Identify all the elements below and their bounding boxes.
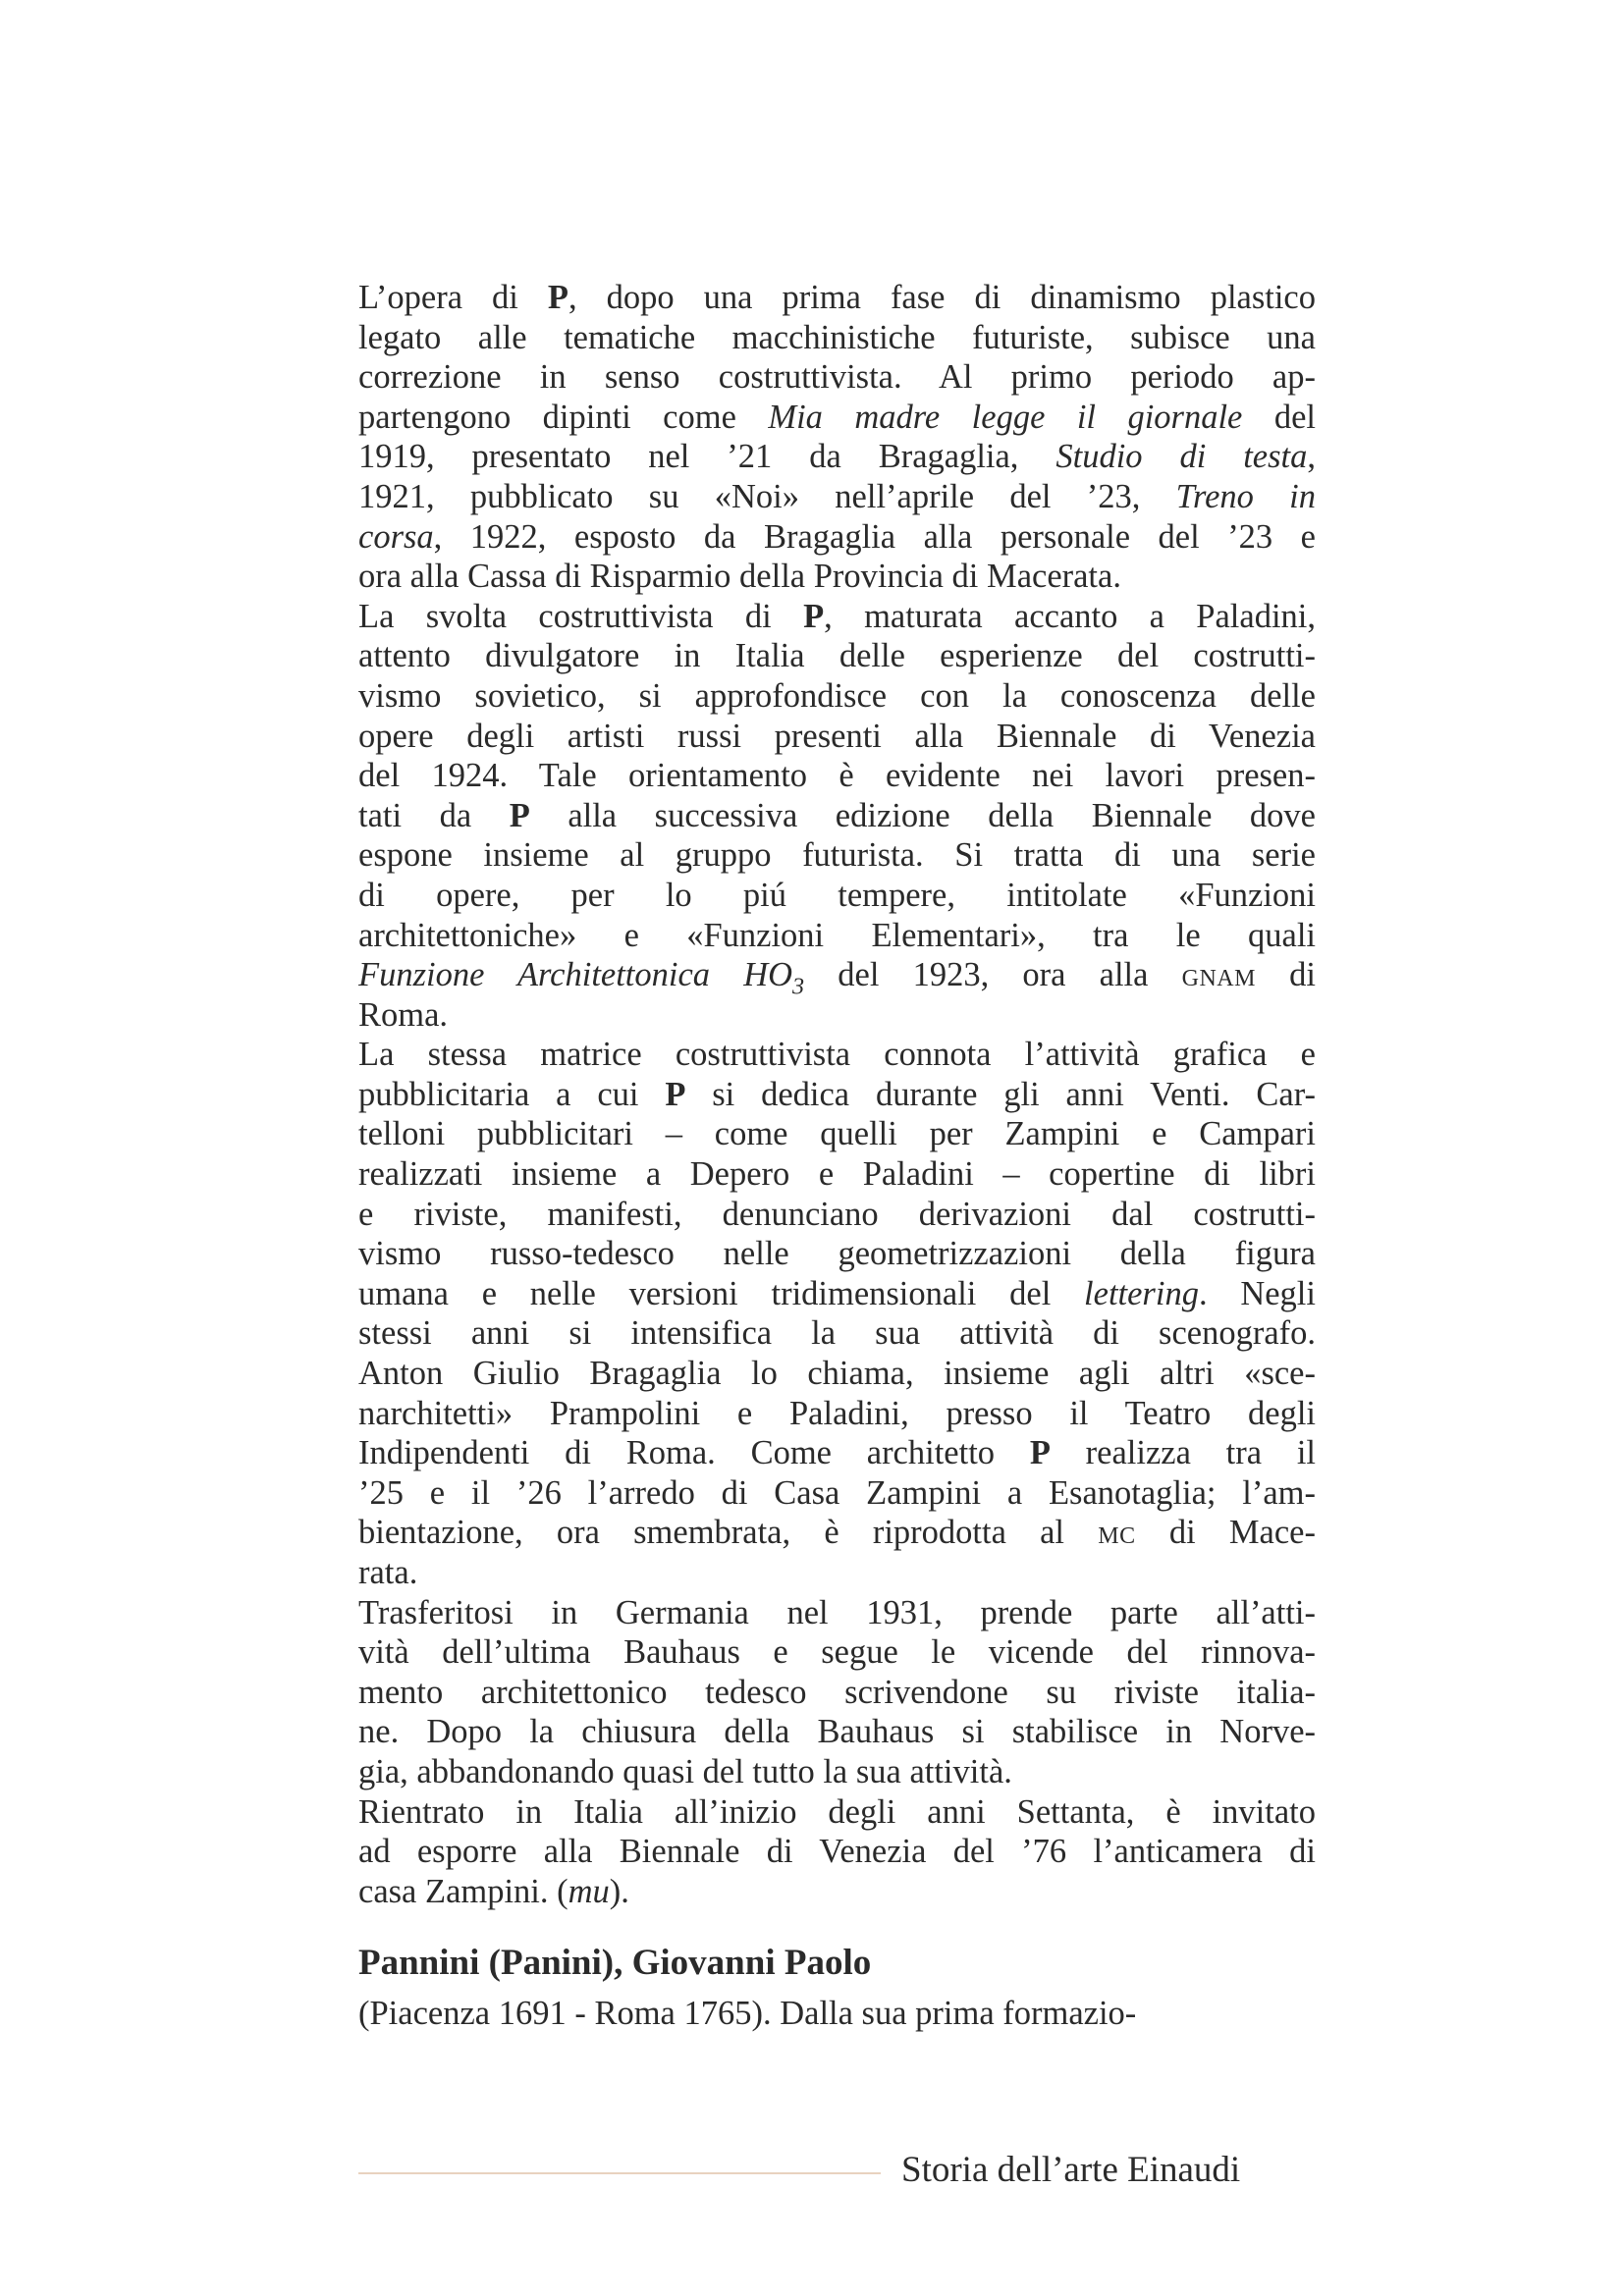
text-line: stessi anni si intensifica la sua attività di scenografo.	[358, 1314, 1316, 1353]
author-initial: P	[803, 597, 825, 635]
text-line: L’opera di P, dopo una prima fase di dinamismo plastico	[358, 279, 1316, 316]
text-line: espone insieme al gruppo futurista. Si tratta di una serie	[358, 836, 1316, 875]
author-initial: P	[665, 1075, 686, 1113]
text-line: narchitetti» Prampolini e Paladini, presso il Teatro degli	[358, 1394, 1316, 1432]
text-line: pubblicitaria a cui P si dedica durante gli anni Venti. Car-	[358, 1075, 1316, 1113]
footer-rule	[358, 2172, 881, 2174]
italic-title: Mia madre legge il giornale	[768, 398, 1243, 436]
text-line: ora alla Cassa di Risparmio della Provincia di Macerata.	[358, 558, 1121, 596]
text-line: Rientrato in Italia all’inizio degli anni Settanta, è invitato	[358, 1792, 1316, 1831]
italic-title: Funzione Architettonica HO	[358, 956, 793, 994]
text-line: tati da P alla successiva edizione della Biennale dove	[358, 796, 1316, 834]
text-line: architettoniche» e «Funzioni Elementari», tra le quali	[358, 916, 1316, 954]
text-line: 1919, presentato nel ’21 da Bragaglia, Studio di testa,	[358, 438, 1316, 476]
abbreviation: mc	[1098, 1514, 1136, 1552]
text-line: Anton Giulio Bragaglia lo chiama, insieme agli altri «sce-	[358, 1355, 1316, 1393]
entry-lead-text: (Piacenza 1691 - Roma 1765). Dalla sua prima formazio-	[358, 1995, 1137, 2032]
text-line: realizzati insieme a Depero e Paladini – copertine di libri	[358, 1155, 1316, 1194]
abbreviation: gnam	[1181, 956, 1256, 994]
text-line: La stessa matrice costruttivista connota l’attività grafica e	[358, 1036, 1316, 1074]
italic-title: Studio di testa	[1055, 438, 1308, 476]
text-line: bientazione, ora smembrata, è riprodotta al mc di Mace-	[358, 1514, 1316, 1552]
text-line: mento architettonico tedesco scrivendone su riviste italia-	[358, 1673, 1316, 1711]
text-line: ne. Dopo la chiusura della Bauhaus si stabilisce in Norve-	[358, 1713, 1316, 1751]
author-initial: P	[509, 796, 530, 834]
subscript: 3	[792, 973, 805, 1000]
text-line: vità dell’ultima Bauhaus e segue le vicende del rinnova-	[358, 1633, 1316, 1672]
text-line: di opere, per lo piú tempere, intitolate «Funzioni	[358, 876, 1316, 914]
author-initial: P	[1029, 1434, 1051, 1472]
text-line: 1921, pubblicato su «Noi» nell’aprile del ’23, Treno in	[358, 477, 1317, 515]
paragraph	[358, 278, 1316, 597]
paragraph	[358, 1792, 1316, 1912]
text-line: Funzione Architettonica $HO_3$ del 1923, ora alla gnam di	[358, 956, 1316, 1000]
italic-title: corsa	[358, 517, 434, 556]
body-text	[358, 278, 1316, 1911]
text-line: umana e nelle versioni tridimensionali del lettering. Negli	[358, 1274, 1316, 1312]
text-line: rata.	[358, 1554, 418, 1591]
text-line: attento divulgatore in Italia delle esperienze del costrutti-	[358, 637, 1316, 675]
text-line: opere degli artisti russi presenti alla Biennale di Venezia	[358, 717, 1316, 755]
paragraph	[358, 597, 1316, 1036]
text-line: correzione in senso costruttivista. Al primo periodo ap-	[358, 358, 1316, 397]
text-line: vismo sovietico, si approfondisce con la conoscenza delle	[358, 676, 1316, 715]
text-line: partengono dipinti come Mia madre legge il giornale del	[358, 398, 1316, 436]
text-line: gia, abbandonando quasi del tutto la sua attività.	[358, 1752, 1012, 1790]
text-line: legato alle tematiche macchinistiche futuriste, subisce una	[358, 318, 1316, 356]
paragraph	[358, 1593, 1316, 1792]
text-line: corsa, 1922, esposto da Bragaglia alla personale del ’23 e	[358, 517, 1316, 556]
text-line: vismo russo-tedesco nelle geometrizzazioni della figura	[358, 1235, 1316, 1273]
text-line: Roma.	[358, 995, 449, 1034]
text-line: La svolta costruttivista di P, maturata accanto a Paladini,	[358, 597, 1316, 635]
text-line: ad esporre alla Biennale di Venezia del ’76 l’anticamera di	[358, 1833, 1316, 1871]
text-line: del 1924. Tale orientamento è evidente nei lavori presen-	[358, 757, 1316, 795]
text-line: telloni pubblicitari – come quelli per Zampini e Campari	[358, 1115, 1316, 1153]
italic-title: Treno in	[1175, 477, 1317, 515]
entry-heading: Pannini (Panini), Giovanni Paolo	[358, 1943, 872, 1983]
author-initial: P	[547, 279, 568, 316]
text-line: casa Zampini. (mu).	[358, 1872, 629, 1910]
italic-title: mu	[568, 1872, 610, 1910]
footer-title: Storia dell’arte Einaudi	[901, 2150, 1241, 2190]
italic-title: lettering	[1084, 1274, 1199, 1312]
paragraph	[358, 1035, 1316, 1592]
text-line: e riviste, manifesti, denunciano derivazioni dal costrutti-	[358, 1195, 1316, 1233]
text-line: Trasferitosi in Germania nel 1931, prende parte all’atti-	[358, 1593, 1316, 1631]
text-line: ’25 e il ’26 l’arredo di Casa Zampini a Esanotaglia; l’am-	[358, 1473, 1316, 1512]
text-line: Indipendenti di Roma. Come architetto P realizza tra il	[358, 1434, 1317, 1472]
